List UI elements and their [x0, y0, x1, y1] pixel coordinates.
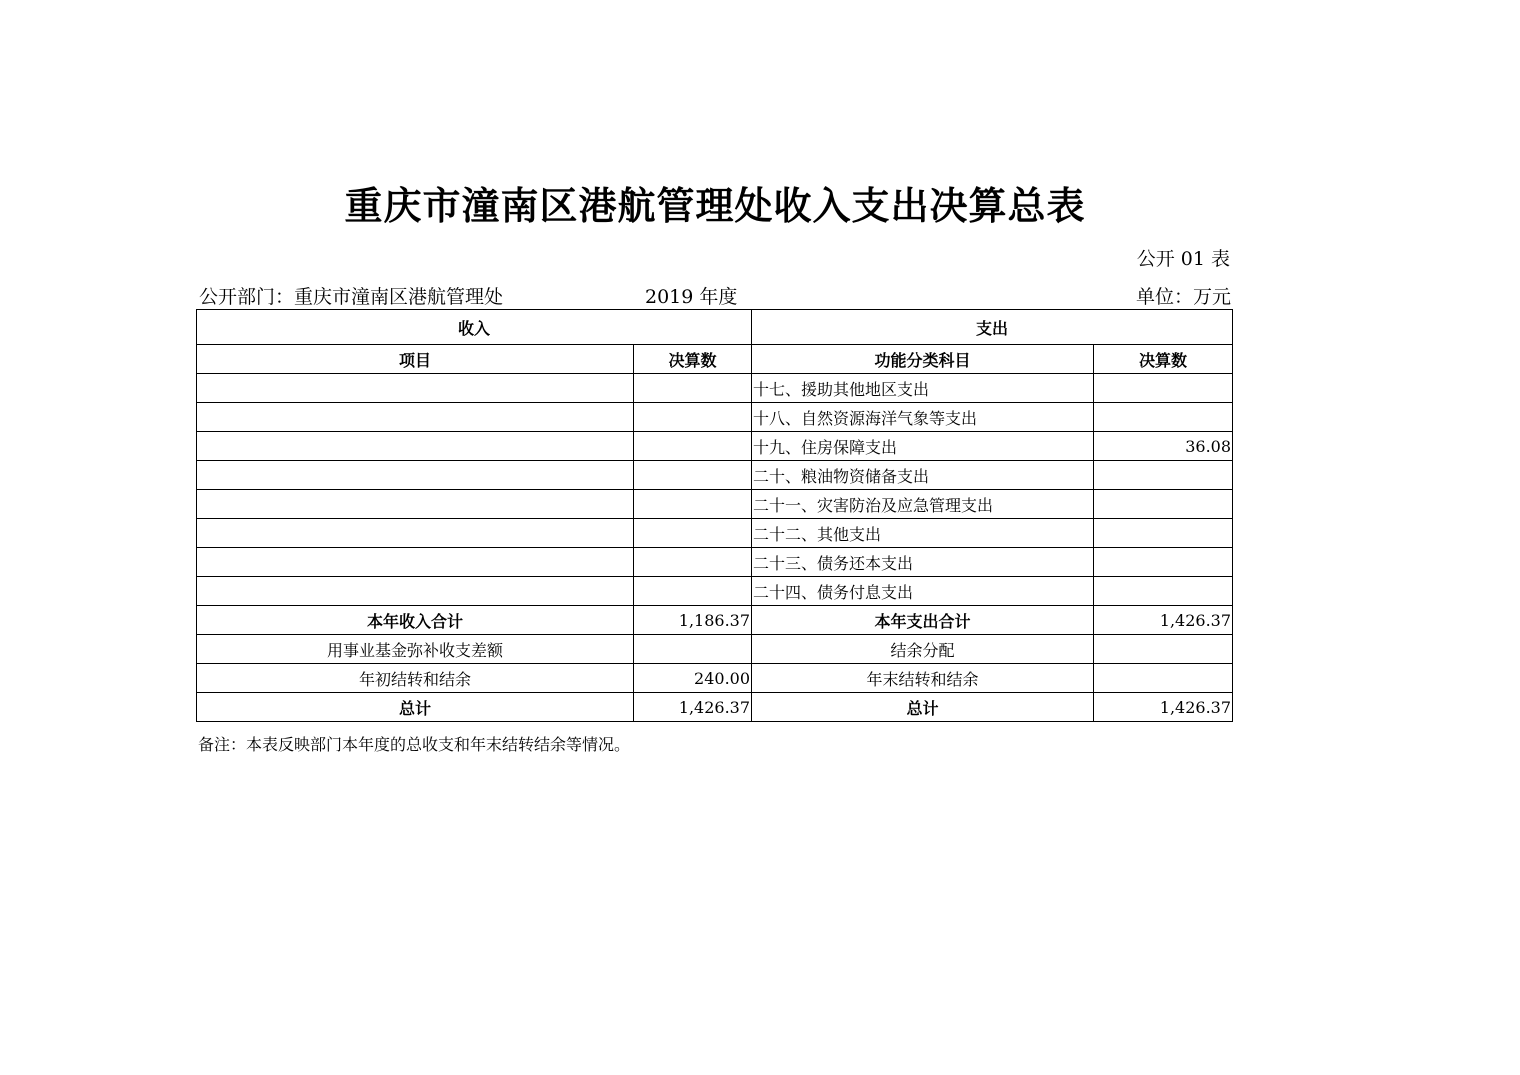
end-balance-label: 年末结转和结余 — [752, 664, 1094, 693]
income-item-cell — [197, 374, 634, 403]
department-label: 公开部门：重庆市潼南区港航管理处 — [199, 286, 504, 308]
fund-value — [634, 635, 752, 664]
category-header: 功能分类科目 — [752, 345, 1094, 374]
page-title: 重庆市潼南区港航管理处收入支出决算总表 — [344, 184, 1086, 228]
income-item-cell — [197, 432, 634, 461]
income-amount-cell — [634, 374, 752, 403]
expense-item-cell: 二十三、债务还本支出 — [752, 548, 1094, 577]
expense-amount-cell — [1094, 577, 1233, 606]
income-item-cell — [197, 461, 634, 490]
income-amount-cell — [634, 490, 752, 519]
end-balance-value — [1094, 664, 1233, 693]
form-number: 公开 01 表 — [1136, 248, 1230, 270]
expense-item-cell: 十八、自然资源海洋气象等支出 — [752, 403, 1094, 432]
table-subheader-row — [197, 345, 1233, 374]
expense-amount-header: 决算数 — [1094, 345, 1233, 374]
expense-amount-cell — [1094, 374, 1233, 403]
expense-item-cell: 二十四、债务付息支出 — [752, 577, 1094, 606]
grand-total-row — [197, 693, 1233, 722]
income-total-label: 本年收入合计 — [197, 606, 634, 635]
surplus-label: 结余分配 — [752, 635, 1094, 664]
annual-total-row — [197, 606, 1233, 635]
expense-amount-cell — [1094, 519, 1233, 548]
income-header: 收入 — [197, 310, 752, 345]
grand-expense-value: 1,426.37 — [1094, 693, 1233, 722]
expense-item-cell: 二十二、其他支出 — [752, 519, 1094, 548]
grand-income-label: 总计 — [197, 693, 634, 722]
income-item-cell — [197, 577, 634, 606]
table-row — [197, 577, 1233, 606]
table-row — [197, 461, 1233, 490]
expense-item-cell: 二十、粮油物资储备支出 — [752, 461, 1094, 490]
begin-balance-value: 240.00 — [634, 664, 752, 693]
begin-balance-label: 年初结转和结余 — [197, 664, 634, 693]
income-amount-header: 决算数 — [634, 345, 752, 374]
income-amount-cell — [634, 548, 752, 577]
budget-table — [196, 309, 1233, 722]
income-item-cell — [197, 490, 634, 519]
income-amount-cell — [634, 432, 752, 461]
table-row — [197, 403, 1233, 432]
unit-label: 单位：万元 — [1135, 286, 1231, 308]
expense-amount-cell: 36.08 — [1094, 432, 1233, 461]
table-header-row — [197, 310, 1233, 345]
table-row — [197, 374, 1233, 403]
table-row — [197, 519, 1233, 548]
expense-amount-cell — [1094, 461, 1233, 490]
table-row — [197, 432, 1233, 461]
meta-row — [197, 282, 1231, 308]
income-amount-cell — [634, 519, 752, 548]
fund-row — [197, 635, 1233, 664]
expense-item-cell: 二十一、灾害防治及应急管理支出 — [752, 490, 1094, 519]
footnote: 备注：本表反映部门本年度的总收支和年末结转结余等情况。 — [198, 735, 631, 754]
income-amount-cell — [634, 461, 752, 490]
income-amount-cell — [634, 403, 752, 432]
income-item-cell — [197, 519, 634, 548]
expense-total-value: 1,426.37 — [1094, 606, 1233, 635]
table-row — [197, 490, 1233, 519]
expense-amount-cell — [1094, 403, 1233, 432]
expense-item-cell: 十七、援助其他地区支出 — [752, 374, 1094, 403]
table-row — [197, 548, 1233, 577]
fund-label: 用事业基金弥补收支差额 — [197, 635, 634, 664]
grand-income-value: 1,426.37 — [634, 693, 752, 722]
expense-amount-cell — [1094, 548, 1233, 577]
expense-total-label: 本年支出合计 — [752, 606, 1094, 635]
grand-expense-label: 总计 — [752, 693, 1094, 722]
income-item-cell — [197, 548, 634, 577]
fiscal-year: 2019 年度 — [645, 286, 738, 308]
item-header: 项目 — [197, 345, 634, 374]
surplus-value — [1094, 635, 1233, 664]
income-amount-cell — [634, 577, 752, 606]
carryover-row — [197, 664, 1233, 693]
income-total-value: 1,186.37 — [634, 606, 752, 635]
income-item-cell — [197, 403, 634, 432]
expense-amount-cell — [1094, 490, 1233, 519]
expense-header: 支出 — [752, 310, 1233, 345]
expense-item-cell: 十九、住房保障支出 — [752, 432, 1094, 461]
